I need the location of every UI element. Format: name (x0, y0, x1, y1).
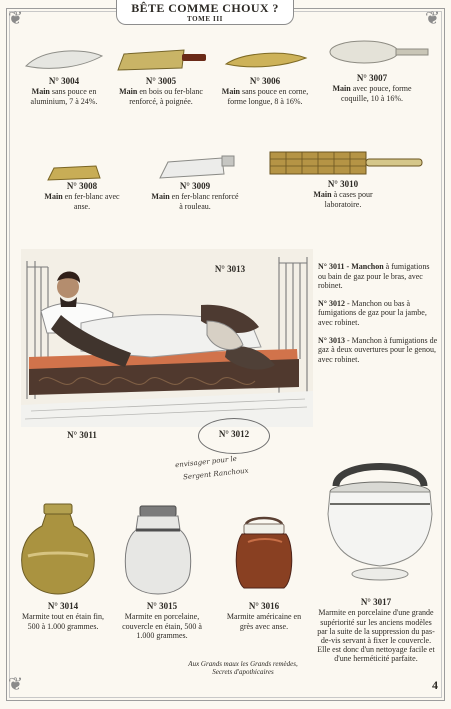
bed-illustration (21, 249, 313, 427)
corner-ornament: ❦ (8, 674, 24, 694)
horn-scoop-image (224, 48, 308, 72)
wooden-scoop-image (114, 42, 210, 74)
pewter-pot-image (18, 500, 98, 598)
item-3014: N° 3014 Marmite tout en étain fin, 500 à 1.000 grammes. (22, 601, 104, 631)
description-notes (318, 262, 438, 372)
label-3011: N° 3011 (67, 430, 97, 440)
item-3008: N° 3008 Main en fer-blanc avec anse. (44, 181, 120, 211)
corner-ornament: ❦ (8, 8, 24, 28)
item-3015: N° 3015 Marmite en porcelaine, couvercle en étain, 500 à 1.000 grammes. (122, 601, 202, 640)
handwritten-note-line-1: envisager pour le (174, 454, 238, 470)
note-3012: N° 3012 - Manchon ou bas à fumigations de gaz pour la jambe, avec robinet. (318, 298, 427, 327)
item-3017: N° 3017 Marmite en porcelaine d'une grande supériorité sur les anciens modèles par la suite de la suppression du pas-de-vis servant à fixer le couvercle. Elle est donc d'un nettoyage facile et d'une herméticité parfaite. (317, 597, 435, 664)
volume-label: TOME III (187, 15, 223, 23)
footer-caption: Aux Grands maux les Grands remèdes, Secrets d'apothicaires (188, 660, 298, 677)
item-3007: N° 3007 Main avec pouce, forme coquille, 10 à 16%. (332, 73, 412, 103)
aluminium-scoop-image (24, 46, 104, 74)
corner-ornament: ❦ (425, 8, 441, 28)
item-3009: N° 3009 Main en fer-blanc renforcé à rouleau. (151, 181, 239, 211)
label-3012: N° 3012 (218, 429, 250, 439)
handwritten-note-line-2: Sergent Ranchoux (182, 466, 249, 482)
shell-scoop-image (326, 38, 430, 68)
label-3013: N° 3013 (214, 264, 246, 274)
porcelain-pot-image (120, 502, 196, 596)
page-title: BÊTE COMME CHOUX ? (131, 1, 279, 15)
large-porcelain-pot-image (318, 452, 442, 590)
title-banner (116, 0, 294, 25)
note-3013: N° 3013 - Manchon à fumigations de gaz à deux ouvertures pour le genou, avec robinet. (318, 335, 438, 364)
item-3005: N° 3005 Main en bois ou fer-blanc renforcé, à poignée. (119, 76, 203, 106)
page-number: 4 (432, 678, 438, 692)
stoneware-pot-image (232, 516, 296, 594)
item-3006: N° 3006 Main sans pouce en corne, forme longue, 8 à 16%. (221, 76, 309, 106)
item-3004: N° 3004 Main sans pouce en aluminium, 7 à 24%. (30, 76, 98, 106)
item-3010: N° 3010 Main à cases pour laboratoire. (313, 179, 373, 209)
item-3016: N° 3016 Marmite américaine en grès avec anse. (226, 601, 302, 631)
lab-grid-scoop-image (266, 148, 426, 178)
tin-scoop-roller-image (158, 152, 238, 182)
note-3011: N° 3011 - Manchon à fumigations ou bain de gaz pour le bras, avec robinet. (318, 262, 430, 291)
